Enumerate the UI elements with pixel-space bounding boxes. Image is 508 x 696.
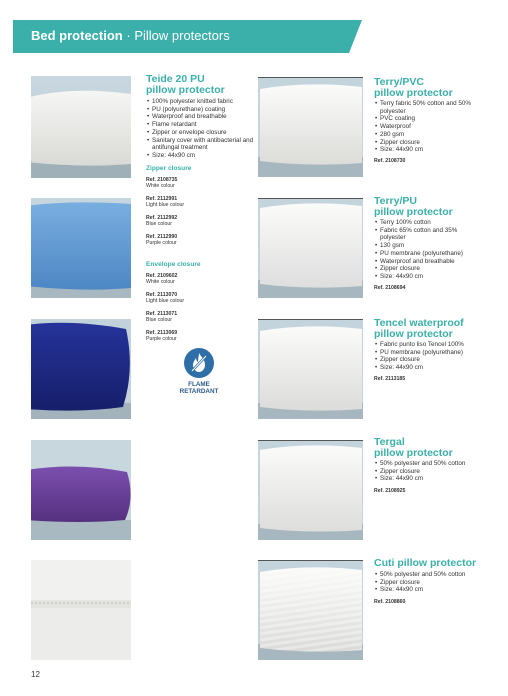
feature-item: • PU membrane (polyurethane) <box>375 249 463 257</box>
terry-pvc-title-line1: Terry/PVC <box>374 76 424 88</box>
ref-item: Ref. 2113071 Blue colour <box>146 311 178 324</box>
page-number: 12 <box>31 670 40 679</box>
feature-item: • Zipper closure <box>375 265 420 273</box>
tergal-features <box>374 460 484 483</box>
zipper-closure-heading: Zipper closure <box>146 165 192 172</box>
section-banner <box>13 20 362 53</box>
feature-item: • Zipper or envelope closure <box>147 128 227 136</box>
feature-item: • Flame retardant <box>147 121 197 129</box>
ref-item: Ref. 2108735 White colour <box>146 177 178 190</box>
teide-title-line2: pillow protector <box>146 84 225 96</box>
divider <box>258 198 363 199</box>
banner-category: Bed protection <box>31 28 123 43</box>
feature-item: • 50% polyester and 50% cotton <box>375 571 466 578</box>
ref-item: Ref. 2112991 Light blue colour <box>146 196 185 209</box>
feature-item: • Fabric 65% cotton and 35% polyester <box>375 226 458 242</box>
feature-item: • Size: 44x90 cm <box>375 586 424 594</box>
photo-teide-white <box>31 76 131 178</box>
tergal-title-line1: Tergal <box>374 436 405 448</box>
flame-icon <box>184 348 214 378</box>
teide-title-line1: Teide 20 PU <box>146 73 205 85</box>
divider <box>258 77 363 78</box>
cuti-title-line1: Cuti pillow protector <box>374 557 477 569</box>
feature-item: • Sanitary cover with antibacterial and antifungal treatment <box>147 136 254 152</box>
flame-badge-label: FLAME RETARDANT <box>179 381 219 396</box>
feature-item: • Zipper closure <box>375 467 420 475</box>
feature-item: • Waterproof <box>375 123 411 131</box>
ref-item: Ref. 2109602 White colour <box>146 273 178 286</box>
terry-pvc-title-line2: pillow protector <box>374 87 453 99</box>
tencel-title-line2: pillow protector <box>374 328 453 340</box>
teide-features <box>146 98 258 160</box>
terry-pu-title-line2: pillow protector <box>374 206 453 218</box>
photo-teide-light-blue <box>31 198 131 298</box>
terry-pu-title <box>374 196 453 218</box>
photo-tencel <box>258 319 363 419</box>
tergal-ref: Ref. 2108925 <box>374 488 406 494</box>
cuti-features <box>374 571 484 594</box>
cuti-title <box>374 558 476 569</box>
teide-title <box>146 74 225 96</box>
feature-item: • Zipper closure <box>375 356 420 364</box>
photo-terry-pvc <box>258 77 363 177</box>
feature-item: • Size: 44x90 cm <box>375 146 424 154</box>
flame-retardant-badge <box>178 348 220 395</box>
feature-item: • Zipper closure <box>375 138 420 146</box>
banner-title <box>31 28 230 43</box>
terry-pu-features <box>374 219 474 281</box>
feature-item: • Fabric punto liso Tencel 100% <box>375 341 464 348</box>
ref-item: Ref. 2113069 Purple colour <box>146 330 178 343</box>
photo-tergal <box>258 440 363 540</box>
photo-terry-pu <box>258 198 363 298</box>
feature-item: • Size: 44x90 cm <box>375 272 424 280</box>
feature-item: • Waterproof and breathable <box>147 113 227 121</box>
ref-item: Ref. 2113070 Light blue colour <box>146 292 185 305</box>
tergal-title-line2: pillow protector <box>374 447 453 459</box>
feature-item: • 280 gsm <box>375 130 405 138</box>
feature-item: • PU (polyurethane) coating <box>147 105 226 113</box>
divider <box>258 440 363 441</box>
feature-item: • 130 gsm <box>375 242 405 250</box>
terry-pu-title-line1: Terry/PU <box>374 195 417 207</box>
tencel-title-line1: Tencel waterproof <box>374 317 464 329</box>
feature-item: • Waterproof and breathable <box>375 257 455 265</box>
terry-pu-ref: Ref. 2108694 <box>374 285 406 291</box>
tergal-title <box>374 437 453 459</box>
envelope-closure-heading: Envelope closure <box>146 261 201 268</box>
feature-item: • 50% polyester and 50% cotton <box>375 460 466 467</box>
tencel-title <box>374 318 464 340</box>
cuti-ref: Ref. 2108860 <box>374 599 406 605</box>
photo-pillow-detail <box>31 560 131 660</box>
feature-item: • PVC coating <box>375 115 416 123</box>
feature-item: • Terry 100% cotton <box>375 219 431 226</box>
feature-item: • Size: 44x90 cm <box>147 151 196 159</box>
tencel-ref: Ref. 2113185 <box>374 376 406 382</box>
tencel-features <box>374 341 484 372</box>
photo-teide-navy <box>31 319 131 419</box>
banner-subcategory: Pillow protectors <box>134 28 230 43</box>
divider <box>258 319 363 320</box>
feature-item: • 100% polyester knitted fabric <box>147 98 233 105</box>
feature-item: • Size: 44x90 cm <box>375 475 424 483</box>
ref-item: Ref. 2112990 Purple colour <box>146 234 178 247</box>
banner-separator: · <box>126 28 131 43</box>
divider <box>258 560 363 561</box>
photo-teide-purple <box>31 440 131 540</box>
terry-pvc-ref: Ref. 2108730 <box>374 158 406 164</box>
terry-pvc-title <box>374 77 453 99</box>
feature-item: • Terry fabric 50% cotton and 50% polyester <box>375 100 472 115</box>
feature-item: • Size: 44x90 cm <box>375 364 424 372</box>
ref-item: Ref. 2112992 Blue colour <box>146 215 178 228</box>
terry-pvc-features <box>374 100 474 154</box>
feature-item: • Zipper closure <box>375 578 420 586</box>
feature-item: • PU membrane (polyurethane) <box>375 348 463 356</box>
photo-cuti <box>258 560 363 660</box>
